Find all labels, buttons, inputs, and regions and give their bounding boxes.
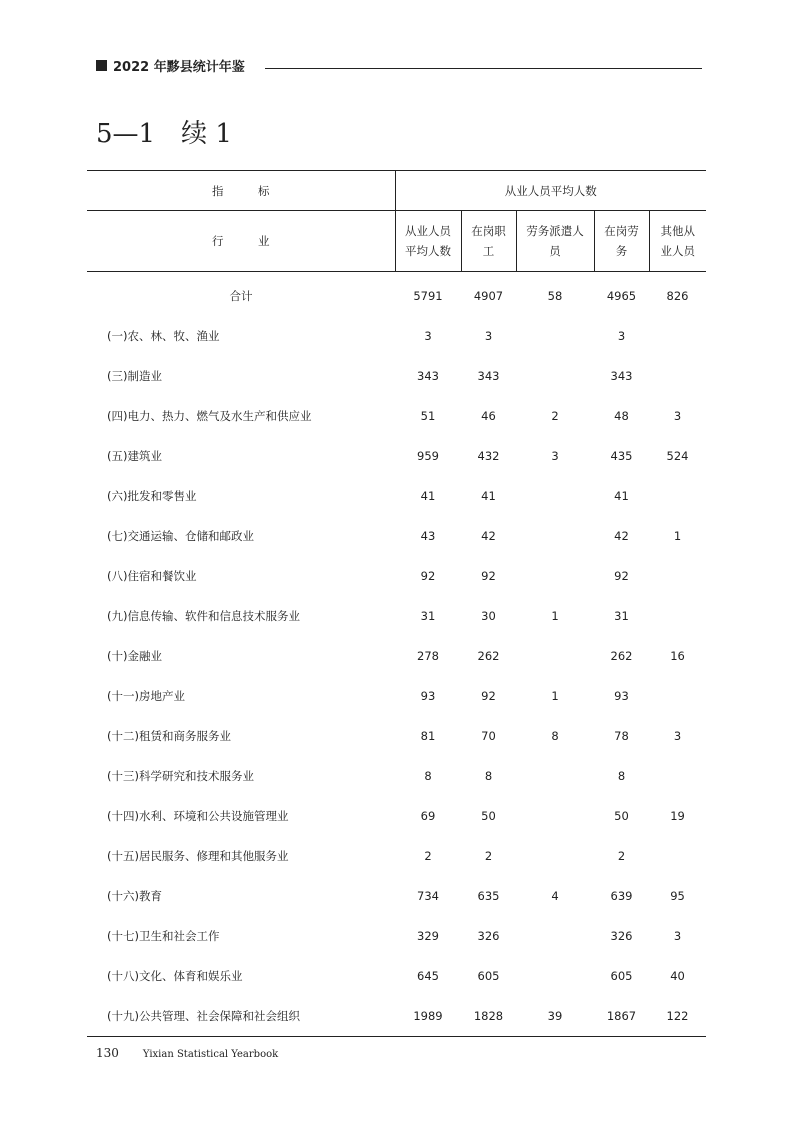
value-cell: 3 — [617, 329, 626, 343]
sub-header-line: 劳务派遣人 — [526, 224, 584, 238]
value-cell: 51 — [420, 409, 436, 423]
value-cell: 39 — [516, 996, 594, 1037]
value-cell: 19 — [670, 809, 685, 823]
value-cell: 8 — [484, 769, 493, 783]
table-row — [87, 396, 706, 436]
industry-name: (十五)居民服务、修理和其他服务业 — [107, 849, 289, 863]
value-cell: 2 — [484, 849, 493, 863]
sub-header-line: 平均人数 — [405, 244, 451, 258]
value-cell: 605 — [610, 969, 633, 983]
value-cell: 1828 — [461, 996, 516, 1037]
value-cell: 92 — [420, 569, 436, 583]
other-employees-header — [649, 211, 706, 272]
value-cell: 92 — [481, 569, 496, 583]
header-square-marker — [96, 60, 107, 71]
value-cell: 1 — [551, 689, 559, 703]
value-cell: 639 — [610, 889, 633, 903]
footer-book-title: Yixian Statistical Yearbook — [142, 1049, 279, 1060]
industry-name: (十二)租赁和商务服务业 — [107, 729, 231, 743]
value-cell: 3 — [484, 329, 493, 343]
industry-name: (十八)文化、体育和娱乐业 — [107, 969, 243, 983]
value-cell: 1867 — [594, 996, 649, 1037]
value-cell: 8 — [551, 729, 559, 743]
value-cell: 1 — [673, 529, 682, 543]
table-row — [87, 836, 706, 876]
value-cell: 41 — [614, 489, 629, 503]
value-cell: 326 — [610, 929, 633, 943]
value-cell — [649, 556, 706, 596]
value-cell: 41 — [481, 489, 496, 503]
value-cell: 278 — [417, 649, 439, 663]
value-cell: 69 — [420, 809, 436, 823]
value-cell: 343 — [417, 369, 439, 383]
table-row — [87, 956, 706, 996]
value-cell: 4 — [551, 889, 559, 903]
value-cell: 3 — [673, 409, 682, 423]
sub-header-line: 业人员 — [660, 244, 696, 258]
sub-header-line: 务 — [615, 244, 628, 258]
value-cell: 78 — [614, 729, 629, 743]
value-cell: 4965 — [606, 289, 637, 303]
table-row — [87, 436, 706, 476]
value-cell — [516, 916, 594, 956]
value-cell — [516, 836, 594, 876]
header-rule — [265, 68, 702, 69]
value-cell — [516, 516, 594, 556]
value-cell: 50 — [614, 809, 629, 823]
industry-name: (十六)教育 — [107, 889, 162, 903]
table-title: 5—1 续 1 — [96, 119, 232, 149]
sub-header-line: 工 — [482, 244, 495, 258]
value-cell: 50 — [481, 809, 496, 823]
value-cell: 16 — [670, 649, 685, 663]
value-cell: 3 — [673, 929, 682, 943]
value-cell: 2 — [617, 849, 626, 863]
value-cell: 343 — [610, 369, 633, 383]
table-row — [87, 876, 706, 916]
value-cell — [516, 756, 594, 796]
table-row — [87, 996, 706, 1037]
industry-name: (十一)房地产业 — [107, 689, 185, 703]
sub-header-line: 在岗职 — [471, 224, 506, 238]
industry-name: (一)农、林、牧、渔业 — [107, 329, 220, 343]
value-cell — [649, 316, 706, 356]
value-cell: 43 — [420, 529, 436, 543]
industry-name: (九)信息传输、软件和信息技术服务业 — [107, 609, 300, 623]
value-cell — [516, 556, 594, 596]
avg-employees-header — [395, 211, 461, 272]
sub-header-line: 在岗劳 — [604, 224, 639, 238]
industry-name: (三)制造业 — [107, 369, 162, 383]
value-cell: 42 — [614, 529, 629, 543]
value-cell — [649, 596, 706, 636]
value-cell: 92 — [481, 689, 496, 703]
table-row — [87, 636, 706, 676]
value-cell: 30 — [481, 609, 496, 623]
value-cell: 70 — [481, 729, 496, 743]
table-row — [87, 476, 706, 516]
value-cell: 329 — [417, 929, 439, 943]
industry-name: (五)建筑业 — [107, 449, 162, 463]
table-row — [87, 916, 706, 956]
industry-name: (八)住宿和餐饮业 — [107, 569, 197, 583]
sub-header-line: 其他从 — [660, 224, 696, 238]
value-cell: 343 — [477, 369, 500, 383]
value-cell: 31 — [614, 609, 629, 623]
value-cell — [516, 356, 594, 396]
industry-name: (十九)公共管理、社会保障和社会组织 — [87, 996, 395, 1037]
value-cell: 5791 — [413, 289, 443, 303]
running-header — [96, 56, 702, 74]
table-row — [87, 756, 706, 796]
value-cell: 734 — [417, 889, 439, 903]
table-row — [87, 356, 706, 396]
value-cell: 58 — [547, 289, 563, 303]
value-cell: 93 — [614, 689, 629, 703]
industry-name: (四)电力、热力、燃气及水生产和供应业 — [107, 409, 312, 423]
value-cell — [516, 796, 594, 836]
value-cell: 2 — [551, 409, 559, 423]
value-cell: 262 — [610, 649, 633, 663]
value-cell: 3 — [673, 729, 682, 743]
value-cell: 605 — [477, 969, 500, 983]
value-cell: 326 — [477, 929, 500, 943]
table-row — [87, 716, 706, 756]
yearbook-title: 2022 年黟县统计年鉴 — [113, 59, 245, 75]
employment-table — [87, 170, 706, 1037]
indicator-header: 指 标 — [87, 171, 395, 211]
value-cell: 41 — [420, 489, 436, 503]
sub-header-line: 员 — [549, 244, 561, 258]
sub-header-line: 从业人员 — [405, 224, 451, 238]
value-cell: 3 — [551, 449, 559, 463]
employee-average-group-header: 从业人员平均人数 — [395, 171, 706, 211]
table-row — [87, 316, 706, 356]
value-cell — [516, 636, 594, 676]
page-number: 130 — [96, 1046, 119, 1060]
value-cell: 81 — [420, 729, 436, 743]
table-row — [87, 596, 706, 636]
value-cell: 46 — [481, 409, 496, 423]
value-cell — [516, 476, 594, 516]
value-cell — [649, 756, 706, 796]
value-cell: 435 — [610, 449, 633, 463]
on-post-staff-header — [461, 211, 516, 272]
value-cell: 48 — [614, 409, 629, 423]
table-row — [87, 676, 706, 716]
value-cell: 8 — [424, 769, 432, 783]
value-cell: 524 — [666, 449, 689, 463]
value-cell: 645 — [417, 969, 439, 983]
industry-name: (十四)水利、环境和公共设施管理业 — [107, 809, 289, 823]
page-footer — [96, 1046, 278, 1060]
value-cell — [649, 676, 706, 716]
value-cell: 92 — [614, 569, 629, 583]
value-cell: 2 — [424, 849, 432, 863]
industry-header: 行 业 — [87, 211, 395, 272]
industry-name: (十三)科学研究和技术服务业 — [107, 769, 254, 783]
value-cell — [649, 836, 706, 876]
value-cell: 959 — [417, 449, 439, 463]
value-cell: 826 — [666, 289, 689, 303]
table-row — [87, 516, 706, 556]
value-cell: 40 — [670, 969, 685, 983]
industry-name: (七)交通运输、仓储和邮政业 — [107, 529, 254, 543]
value-cell: 93 — [420, 689, 436, 703]
dispatched-labor-header — [516, 211, 594, 272]
table-row — [87, 556, 706, 596]
value-cell: 4907 — [473, 289, 504, 303]
table-row — [87, 272, 706, 317]
value-cell: 42 — [481, 529, 496, 543]
value-cell: 95 — [670, 889, 685, 903]
value-cell: 8 — [617, 769, 626, 783]
value-cell: 635 — [477, 889, 500, 903]
value-cell: 1 — [551, 609, 559, 623]
value-cell: 1989 — [395, 996, 461, 1037]
industry-name: 合计 — [229, 289, 253, 303]
industry-name: (六)批发和零售业 — [107, 489, 197, 503]
value-cell — [516, 316, 594, 356]
table-row — [87, 796, 706, 836]
value-cell: 432 — [477, 449, 500, 463]
value-cell: 31 — [420, 609, 436, 623]
on-post-labor-header — [594, 211, 649, 272]
industry-name: (十七)卫生和社会工作 — [107, 929, 220, 943]
industry-name: (十)金融业 — [107, 649, 162, 663]
value-cell — [649, 356, 706, 396]
value-cell: 122 — [649, 996, 706, 1037]
value-cell: 262 — [477, 649, 500, 663]
value-cell: 3 — [424, 329, 432, 343]
value-cell — [649, 476, 706, 516]
value-cell — [516, 956, 594, 996]
